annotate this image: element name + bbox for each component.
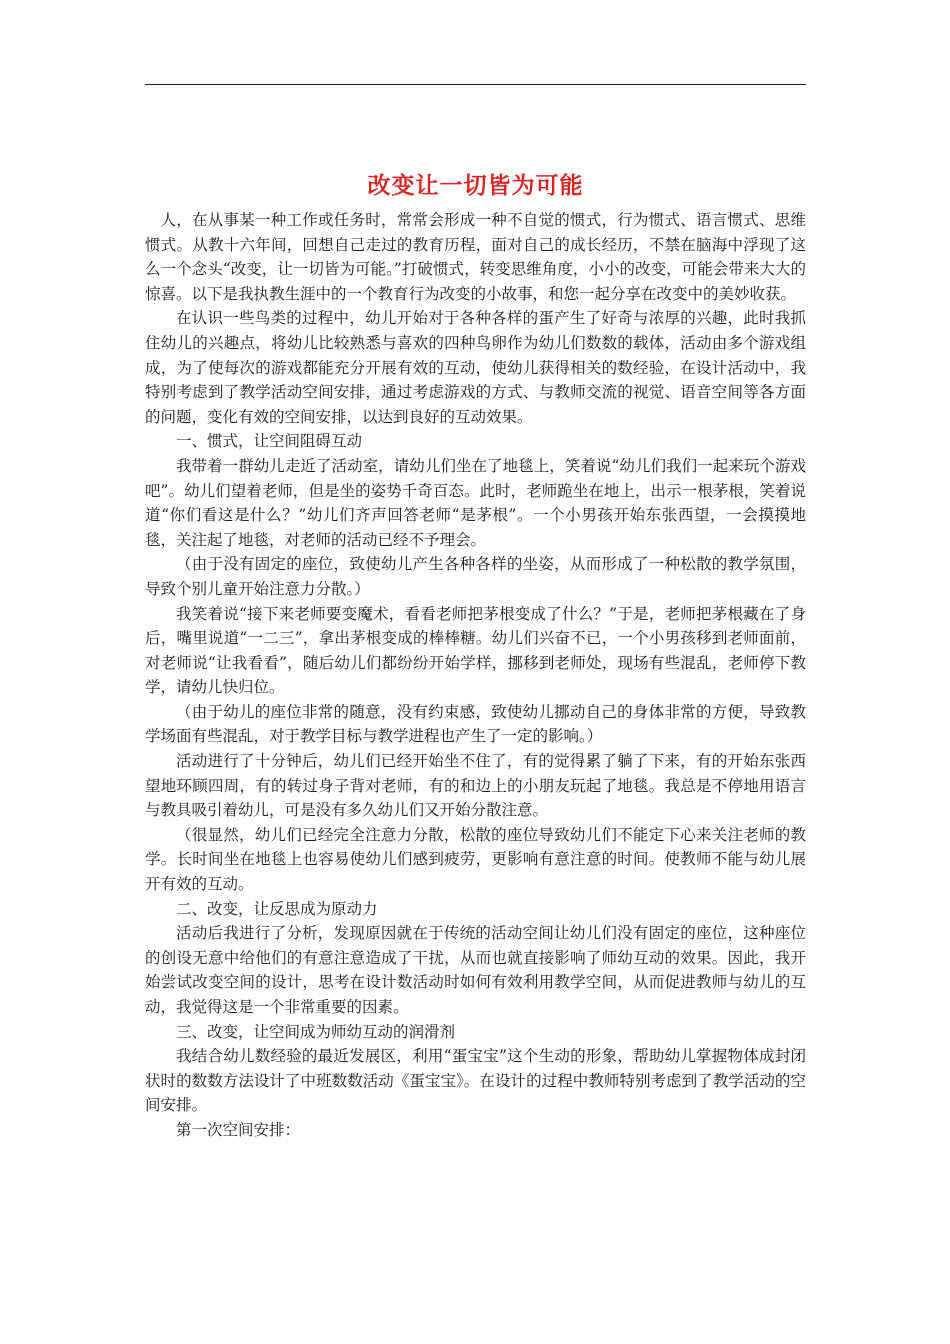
paragraph: 第一次空间安排： <box>176 1120 301 1139</box>
paragraph-intro: 人，在从事某一种工作或任务时，常常会形成一种不自觉的惯式，行为惯式、语言惯式、思维惯式。从教十六年间，回想自己走过的教育历程，面对自己的成长经历，不禁在脑海中浮现了这么一个念头“改变，让一切皆为可能。”打破惯式，转变思维角度，小小的改变，可能会带来大大的惊喜。以下是我执教生涯中的一个教育行为改变的小故事，和您一起分享在改变中的美妙收获。 <box>145 211 806 303</box>
paragraph-note: （由于幼儿的座位非常的随意，没有约束感，致使幼儿挪动自己的身体非常的方便，导致教学场面有些混乱，对于教学目标与教学进程也产生了一定的影响。） <box>145 702 806 746</box>
header-rule <box>145 84 806 85</box>
paragraph: 活动后我进行了分析，发现原因就在于传统的活动空间让幼儿们没有固定的座位，这种座位的创设无意中给他们的有意注意造成了干扰，从而也就直接影响了师幼互动的效果。因此，我开始尝试改变空间的设计，思考在设计数活动时如何有效利用教学空间，从而促进教师与幼儿的互动，我觉得这是一个非常重要的因素。 <box>145 924 806 1016</box>
paragraph: 我笑着说“接下来老师要变魔术，看看老师把茅根变成了什么？”于是，老师把茅根藏在了身后，嘴里说道“一二三”，拿出茅根变成的棒棒糖。幼儿们兴奋不已，一个小男孩移到老师面前，对老师说“让我看看”，随后幼儿们都纷纷开始学样，挪移到老师处，现场有些混乱，老师停下教学，请幼儿快归位。 <box>145 604 806 697</box>
page-title: 改变让一切皆为可能 <box>367 172 584 199</box>
article-body <box>145 208 806 1143</box>
section-heading-3: 三、改变，让空间成为师幼互动的润滑剂 <box>176 1022 456 1041</box>
paragraph-note: （很显然，幼儿们已经完全注意力分散，松散的座位导致幼儿们不能定下心来关注老师的教学。长时间坐在地毯上也容易使幼儿们感到疲劳，更影响有意注意的时间。使教师不能与幼儿展开有效的互动。 <box>145 825 806 894</box>
paragraph-note: （由于没有固定的座位，致使幼儿产生各种各样的坐姿，从而形成了一种松散的教学氛围，导致个别儿童开始注意力分散。） <box>145 555 806 598</box>
paragraph: 我带着一群幼儿走近了活动室，请幼儿们坐在了地毯上，笑着说“幼儿们我们一起来玩个游戏吧”。幼儿们望着老师，但是坐的姿势千奇百态。此时，老师跪坐在地上，出示一根茅根，笑着说道“你们看这是什么？”幼儿们齐声回答老师“是茅根”。一个小男孩开始东张西望，一会摸摸地毯，关注起了地毯，对老师的活动已经不予理会。 <box>145 456 806 549</box>
section-heading-1: 一、惯式，让空间阻碍互动 <box>176 432 363 451</box>
paragraph: 活动进行了十分钟后，幼儿们已经开始坐不住了，有的觉得累了躺了下来，有的开始东张西望地环顾四周，有的转过身子背对老师，有的和边上的小朋友玩起了地毯。我总是不停地用语言与教具吸引着幼儿，可是没有多久幼儿们又开始分散注意。 <box>145 752 806 820</box>
section-heading-2: 二、改变，让反思成为原动力 <box>176 899 378 918</box>
paragraph: 我结合幼儿数经验的最近发展区，利用“蛋宝宝”这个生动的形象，帮助幼儿掌握物体成封闭状时的数数方法设计了中班数数活动《蛋宝宝》。在设计的过程中教师特别考虑到了教学活动的空间安排。 <box>145 1047 806 1115</box>
paragraph: 在认识一些鸟类的过程中，幼儿开始对于各种各样的蛋产生了好奇与浓厚的兴趣，此时我抓住幼儿的兴趣点，将幼儿比较熟悉与喜欢的四种鸟卵作为幼儿们数数的载体，活动由多个游戏组成，为了使每次的游戏都能充分开展有效的互动，使幼儿获得相关的数经验，在设计活动中，我特别考虑到了教学活动空间安排，通过考虑游戏的方式、与教师交流的视觉、语音空间等各方面的问题，变化有效的空间安排，以达到良好的互动效果。 <box>145 309 806 426</box>
